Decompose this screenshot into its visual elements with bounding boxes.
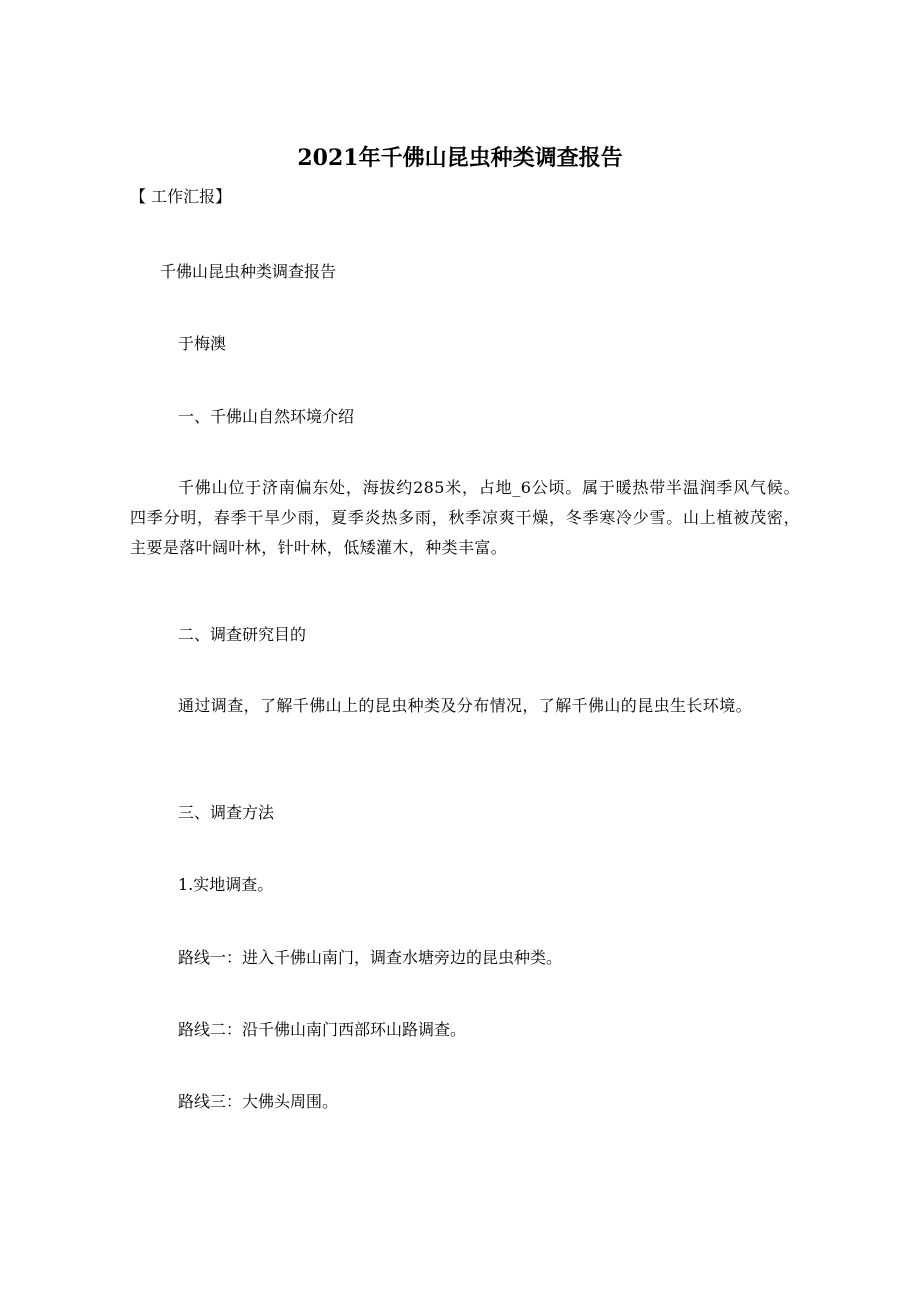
method-item-1: 1.实地调查。 <box>178 875 274 894</box>
report-subtitle: 千佛山昆虫种类调查报告 <box>160 262 337 281</box>
section-heading-2: 二、调查研究目的 <box>178 625 307 644</box>
route-item-3: 路线三：大佛头周围。 <box>178 1092 339 1111</box>
author-name: 于梅澳 <box>178 334 227 353</box>
route-item-1: 路线一：进入千佛山南门，调查水塘旁边的昆虫种类。 <box>178 948 563 967</box>
section-body-2: 通过调查，了解千佛山上的昆虫种类及分布情况，了解千佛山的昆虫生长环境。 <box>178 696 753 715</box>
route-item-2: 路线二：沿千佛山南门西部环山路调查。 <box>178 1020 467 1039</box>
category-tag: 【 工作汇报】 <box>130 187 232 206</box>
section-body-1: 千佛山位于济南偏东处，海拔约285米，占地_6公顷。属于暖热带半温润季风气候。四季分明，春季干旱少雨，夏季炎热多雨，秋季凉爽干燥，冬季寒冷少雪。山上植被茂密，主要是落叶阔叶林，针叶林，低矮灌木，种类丰富。 <box>130 478 800 557</box>
document-title: 2021年千佛山昆虫种类调查报告 <box>297 145 623 171</box>
section-heading-1: 一、千佛山自然环境介绍 <box>178 407 355 426</box>
section-heading-3: 三、调查方法 <box>178 803 275 822</box>
